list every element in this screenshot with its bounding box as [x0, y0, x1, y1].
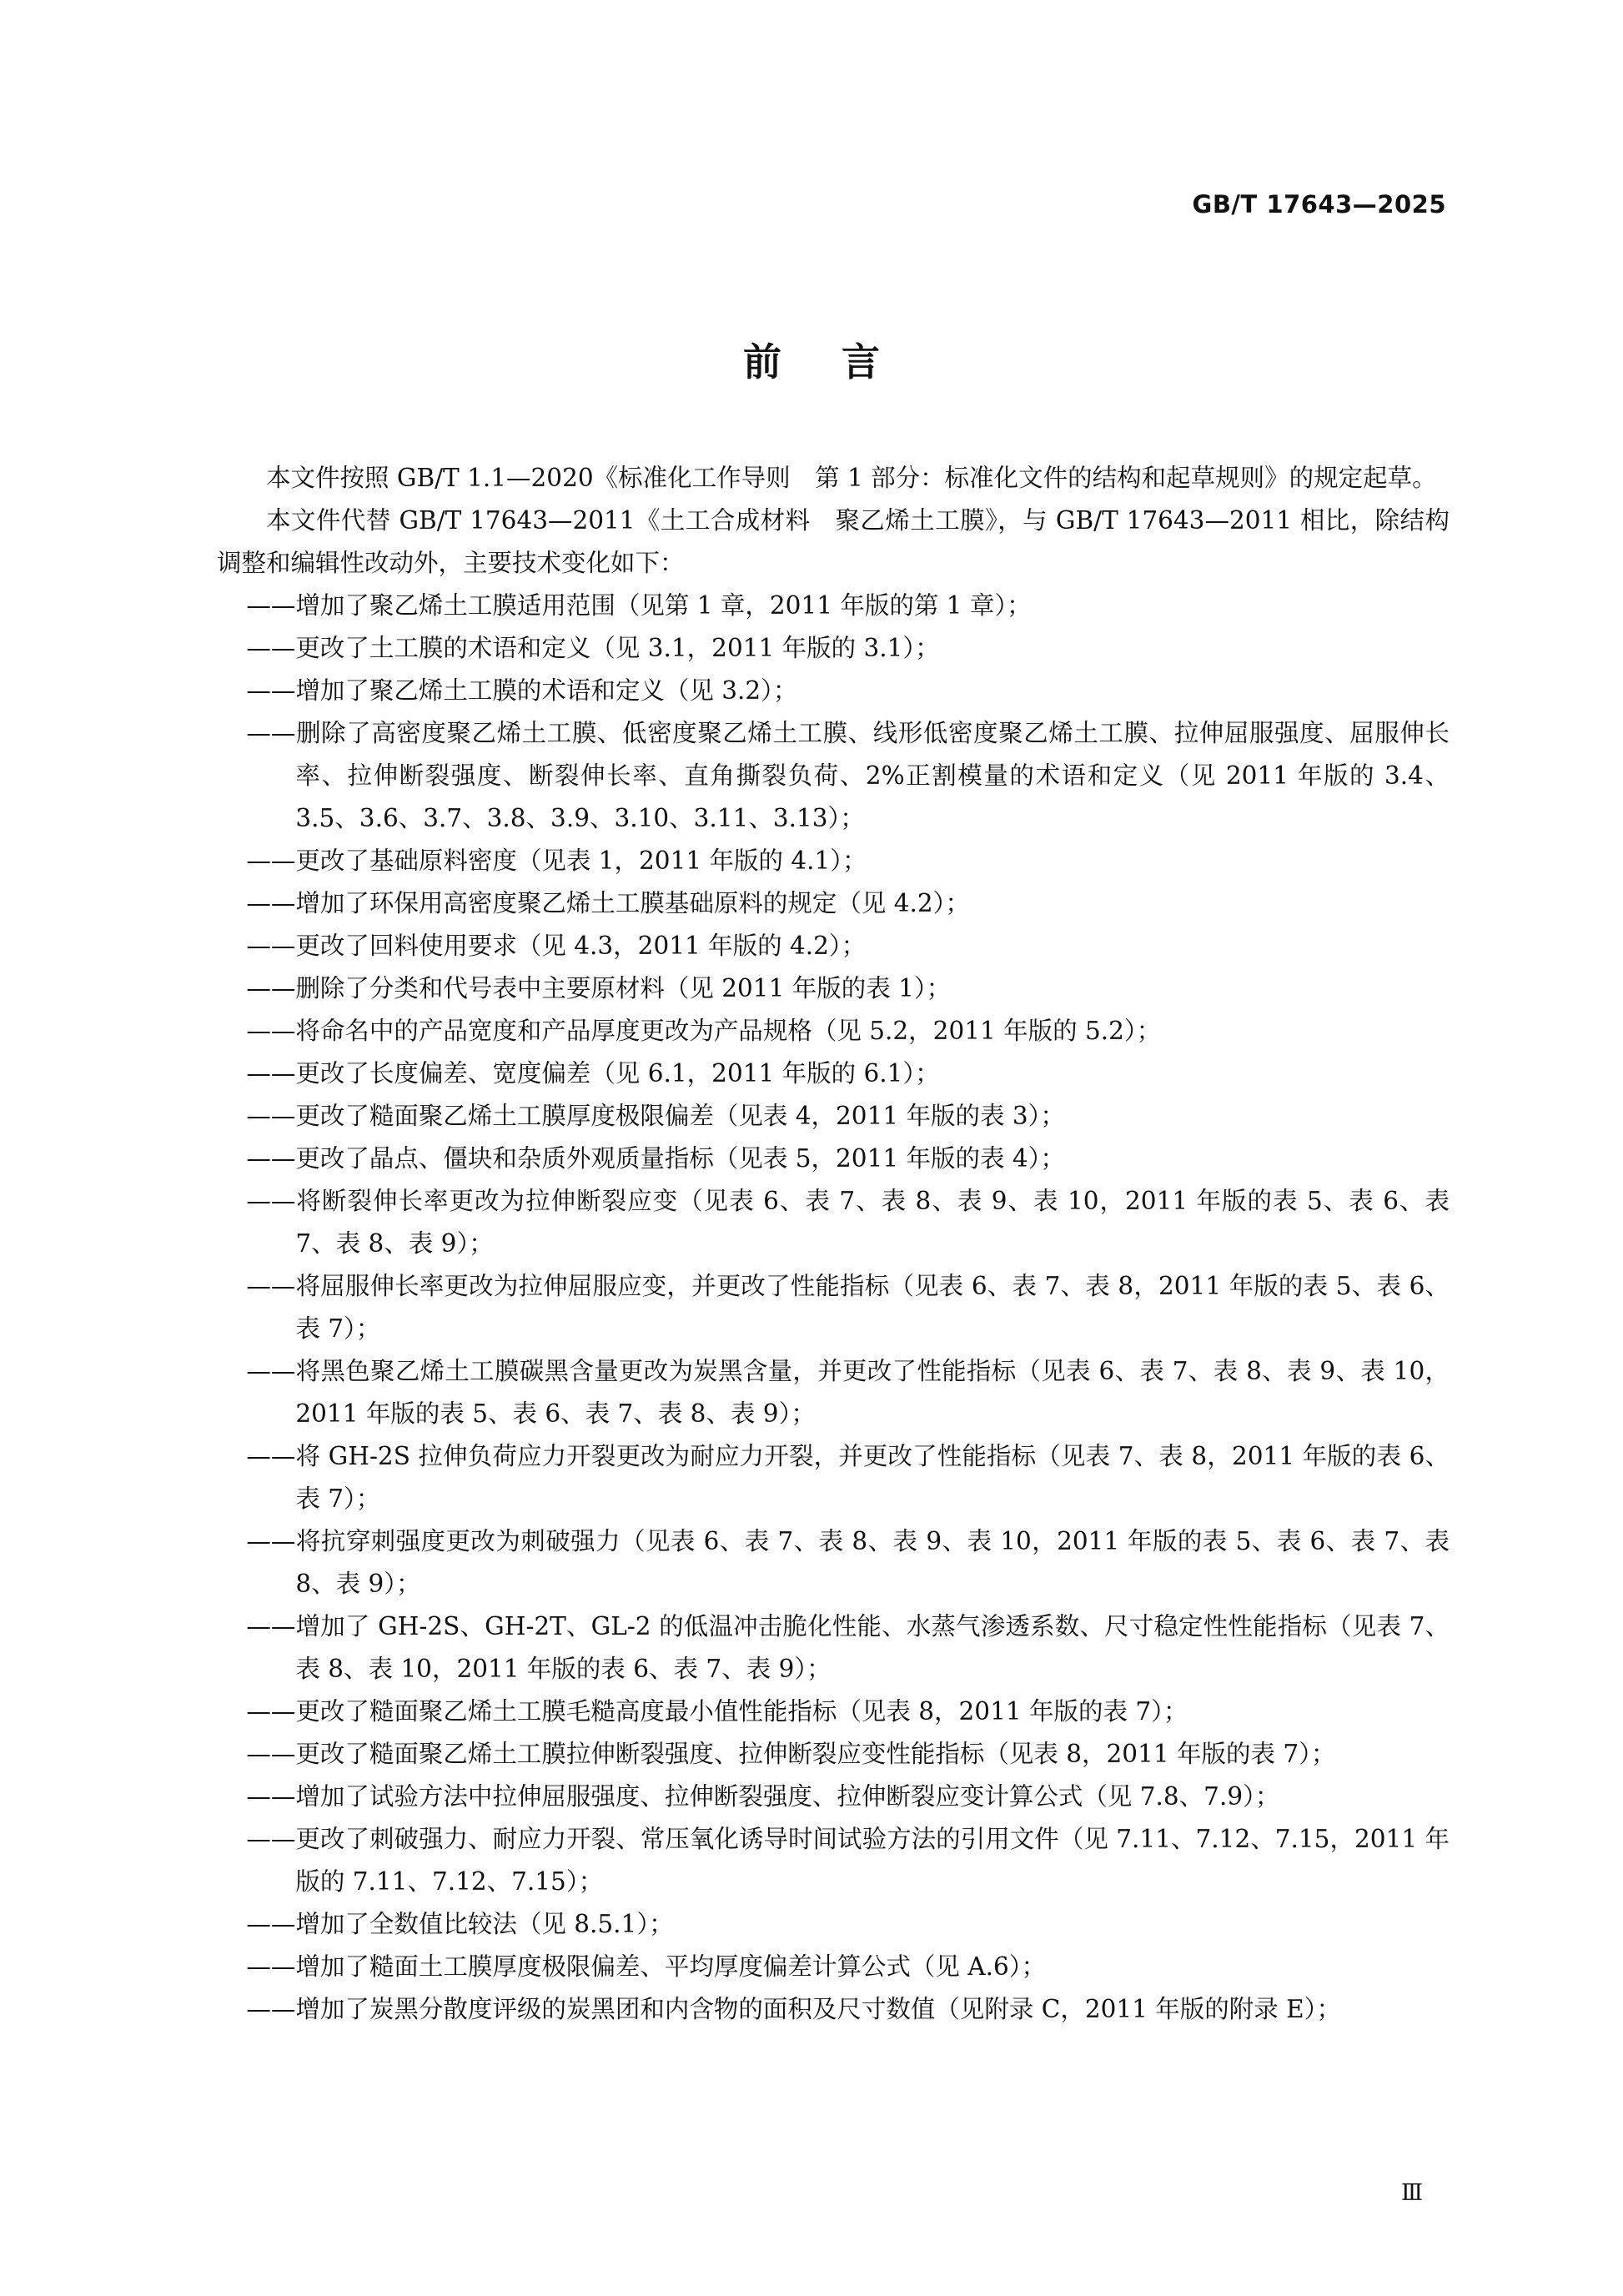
technical-changes-list: [217, 585, 1450, 2031]
list-item: ——增加了聚乙烯土工膜适用范围（见第 1 章，2011 年版的第 1 章）；: [246, 591, 1032, 620]
list-item: ——增加了全数值比较法（见 8.5.1）；: [246, 1910, 674, 1938]
paragraph-drafting-rules: 本文件按照 GB/T 1.1—2020《标准化工作导则 第 1 部分：标准化文件的结构和起草规则》的规定起草。: [266, 464, 1437, 492]
list-item: ——更改了回料使用要求（见 4.3，2011 年版的 4.2）；: [246, 932, 867, 960]
list-item: ——增加了炭黑分散度评级的炭黑团和内含物的面积及尺寸数值（见附录 C，2011 年版的附录 E）；: [246, 1995, 1341, 2023]
list-item: ——更改了糙面聚乙烯土工膜厚度极限偏差（见表 4，2011 年版的表 3）；: [246, 1102, 1065, 1130]
list-item: ——将抗穿刺强度更改为刺破强力（见表 6、表 7、表 8、表 9、表 10，2011 年版的表 5、表 6、表 7、表 8、表 9）；: [246, 1527, 1450, 1598]
list-item: ——更改了糙面聚乙烯土工膜毛糙高度最小值性能指标（见表 8，2011 年版的表 7）；: [246, 1697, 1188, 1726]
list-item: ——更改了长度偏差、宽度偏差（见 6.1，2011 年版的 6.1）；: [246, 1059, 940, 1088]
list-item: ——更改了基础原料密度（见表 1，2011 年版的 4.1）；: [246, 847, 867, 875]
list-item: ——将 GH-2S 拉伸负荷应力开裂更改为耐应力开裂，并更改了性能指标（见表 7、表 8，2011 年版的表 6、表 7）；: [246, 1442, 1450, 1513]
list-item: ——将屈服伸长率更改为拉伸屈服应变，并更改了性能指标（见表 6、表 7、表 8，2011 年版的表 5、表 6、表 7）；: [246, 1272, 1450, 1343]
page-title: 前言: [743, 339, 940, 384]
list-item: ——更改了糙面聚乙烯土工膜拉伸断裂强度、拉伸断裂应变性能指标（见表 8，2011 年版的表 7）；: [246, 1740, 1336, 1768]
list-item: ——增加了环保用高密度聚乙烯土工膜基础原料的规定（见 4.2）；: [246, 889, 970, 917]
paragraph-replacement-note: 本文件代替 GB/T 17643—2011《土工合成材料 聚乙烯土工膜》，与 GB/T 17643—2011 相比，除结构调整和编辑性改动外，主要技术变化如下：: [217, 506, 1450, 577]
list-item: ——将断裂伸长率更改为拉伸断裂应变（见表 6、表 7、表 8、表 9、表 10，2011 年版的表 5、表 6、表 7、表 8、表 9）；: [246, 1187, 1450, 1258]
list-item: ——增加了糙面土工膜厚度极限偏差、平均厚度偏差计算公式（见 A.6）；: [246, 1952, 1046, 1981]
page-number: Ⅲ: [1400, 2180, 1423, 2206]
document-code: GB/T 17643—2025: [1192, 190, 1446, 219]
list-item: ——增加了聚乙烯土工膜的术语和定义（见 3.2）；: [246, 676, 798, 705]
foreword-body: [217, 457, 1450, 2031]
list-item: ——增加了 GH-2S、GH-2T、GL-2 的低温冲击脆化性能、水蒸气渗透系数、尺寸稳定性性能指标（见表 7、表 8、表 10，2011 年版的表 6、表 7、表 9）；: [246, 1612, 1450, 1683]
list-item: ——更改了晶点、僵块和杂质外观质量指标（见表 5，2011 年版的表 4）；: [246, 1144, 1065, 1173]
list-item: ——更改了刺破强力、耐应力开裂、常压氧化诱导时间试验方法的引用文件（见 7.11、7.12、7.15，2011 年版的 7.11、7.12、7.15）；: [246, 1825, 1450, 1896]
list-item: ——将黑色聚乙烯土工膜碳黑含量更改为炭黑含量，并更改了性能指标（见表 6、表 7、表 8、表 9、表 10，2011 年版的表 5、表 6、表 7、表 8、表 9）；: [246, 1357, 1450, 1428]
list-item: ——删除了分类和代号表中主要原材料（见 2011 年版的表 1）；: [246, 974, 952, 1002]
list-item: ——删除了高密度聚乙烯土工膜、低密度聚乙烯土工膜、线形低密度聚乙烯土工膜、拉伸屈服强度、屈服伸长率、拉伸断裂强度、断裂伸长率、直角撕裂负荷、2%正割模量的术语和定义（见 2011 年版的 3.4、3.5、3.6、3.7、3.8、3.9、3.10、3.11、3.13）；: [246, 719, 1450, 832]
list-item: ——将命名中的产品宽度和产品厚度更改为产品规格（见 5.2，2011 年版的 5.2）；: [246, 1017, 1162, 1045]
list-item: ——增加了试验方法中拉伸屈服强度、拉伸断裂强度、拉伸断裂应变计算公式（见 7.8、7.9）；: [246, 1782, 1280, 1811]
list-item: ——更改了土工膜的术语和定义（见 3.1，2011 年版的 3.1）；: [246, 634, 940, 662]
